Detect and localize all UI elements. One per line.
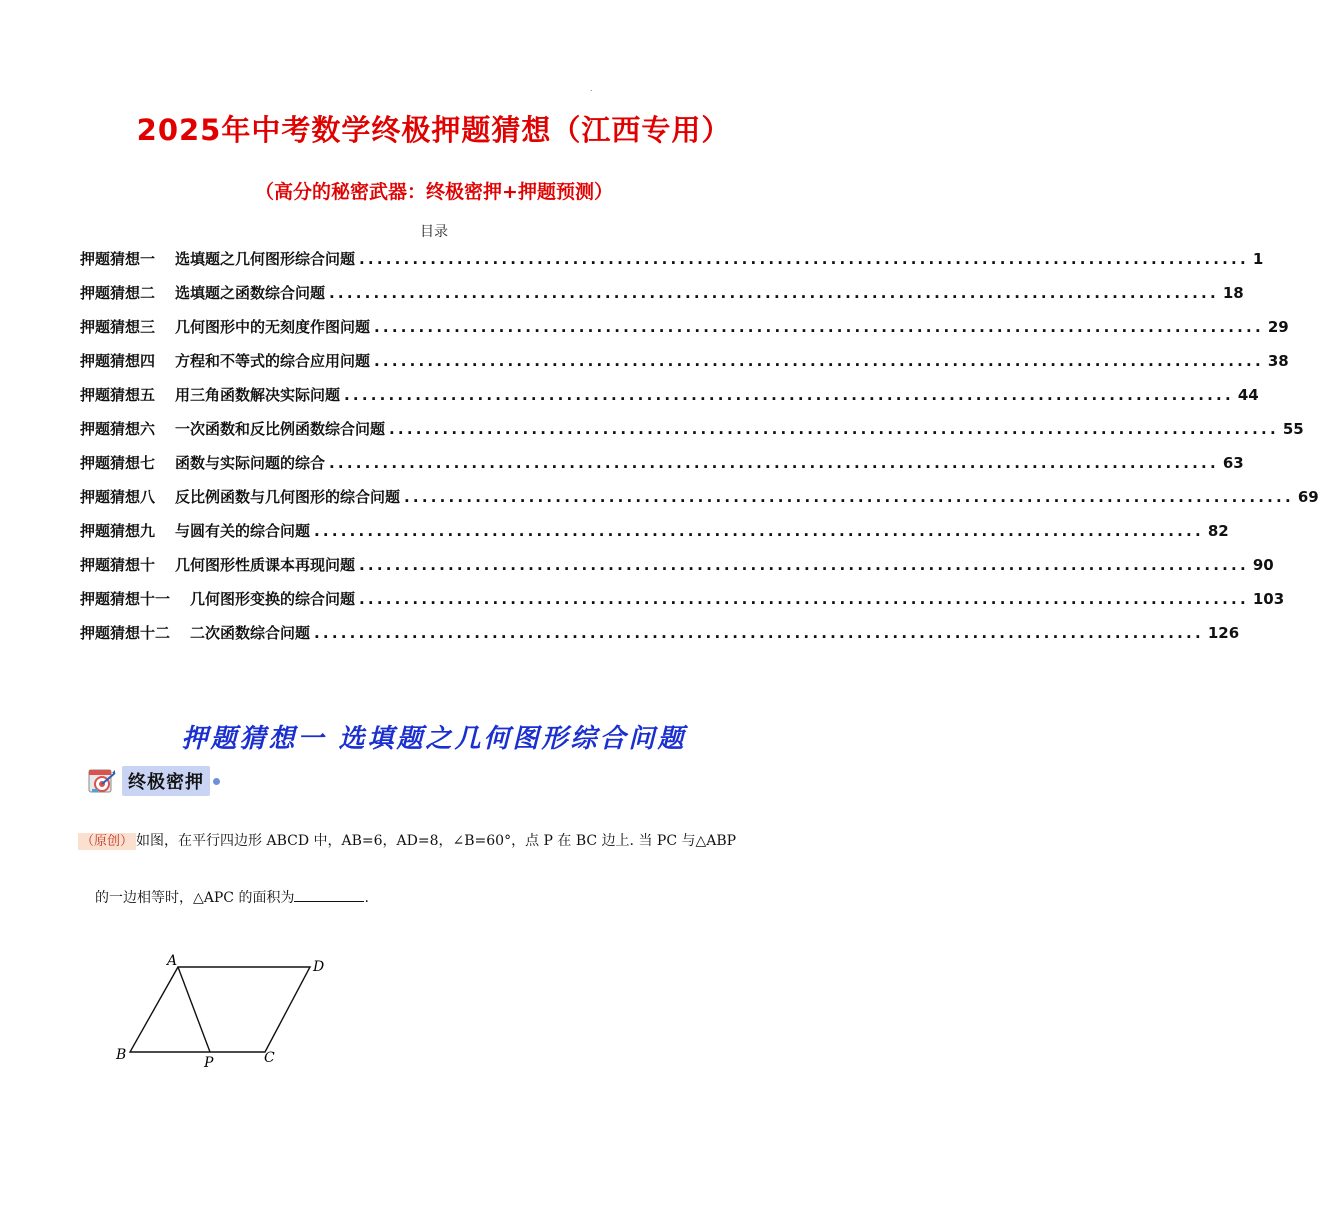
toc-item-title: 与圆有关的综合问题 [175,522,311,540]
toc-item[interactable] [80,316,1289,350]
toc-item-number: 押题猜想一 [80,250,156,268]
toc-item[interactable] [80,622,1240,656]
problem-line-2 [95,887,369,907]
badge-dot [213,778,220,785]
toc-item-page: 82 [1207,522,1229,540]
label-p: P [204,1055,214,1071]
toc-item-number: 押题猜想三 [80,318,156,336]
toc-item[interactable] [80,350,1289,384]
toc-item[interactable] [80,418,1304,452]
toc-leader-dots: .................................................................................................... [404,488,1294,506]
toc-item[interactable] [80,520,1229,554]
badge-label: 终极密押 [122,766,210,796]
toc-item-page: 63 [1222,454,1244,472]
toc-item[interactable] [80,248,1264,282]
toc-leader-dots: .................................................................................................... [359,250,1249,268]
toc-leader-dots: .................................................................................................... [329,284,1219,302]
toc-item-title: 一次函数和反比例函数综合问题 [175,420,386,438]
toc-item[interactable] [80,554,1274,588]
toc-leader-dots: .................................................................................................... [374,352,1264,370]
toc-item-number: 押题猜想二 [80,284,156,302]
toc-item-page: 55 [1282,420,1304,438]
toc-item-number: 押题猜想十 [80,556,156,574]
toc-leader-dots: .................................................................................................... [389,420,1279,438]
toc-item-number: 押题猜想四 [80,352,156,370]
toc-item[interactable] [80,588,1285,622]
problem-line-2-end: . [364,890,369,906]
toc-item-page: 1 [1252,250,1264,268]
toc-item-title: 函数与实际问题的综合 [175,454,326,472]
page-subtitle: （高分的秘密武器：终极密押+押题预测） [255,181,613,203]
toc-item-number: 押题猜想八 [80,488,156,506]
original-tag: （原创） [78,833,136,850]
toc-heading: 目录 [420,224,448,240]
toc-item-number: 押题猜想九 [80,522,156,540]
toc-leader-dots: .................................................................................................... [329,454,1219,472]
parallelogram-abcd [130,967,310,1052]
toc-leader-dots: .................................................................................................... [374,318,1264,336]
toc-item-title: 选填题之几何图形综合问题 [175,250,356,268]
page-title: 2025年中考数学终极押题猜想（江西专用） [136,113,732,147]
table-of-contents [80,248,1319,656]
toc-leader-dots: .................................................................................................... [344,386,1234,404]
problem-line-2-text: 的一边相等时，△APC 的面积为 [95,890,295,906]
toc-item-number: 押题猜想五 [80,386,156,404]
parallelogram-figure [100,945,340,1079]
toc-leader-dots: .................................................................................................... [359,590,1249,608]
toc-item-title: 选填题之函数综合问题 [175,284,326,302]
toc-item-title: 几何图形变换的综合问题 [190,590,356,608]
toc-item-page: 18 [1222,284,1244,302]
toc-item[interactable] [80,486,1319,520]
problem-statement [78,830,798,853]
problem-line-1: 如图，在平行四边形 ABCD 中，AB=6，AD=8，∠B=60°，点 P 在 BC 边上. 当 PC 与△ABP [136,833,737,849]
toc-item[interactable] [80,452,1244,486]
toc-item-number: 押题猜想六 [80,420,156,438]
toc-item-page: 126 [1207,624,1240,642]
toc-leader-dots: .................................................................................................... [314,522,1204,540]
toc-item-number: 押题猜想七 [80,454,156,472]
section-title: 押题猜想一 选填题之几何图形综合问题 [181,724,687,754]
toc-item[interactable] [80,282,1244,316]
toc-item-title: 几何图形中的无刻度作图问题 [175,318,371,336]
answer-blank[interactable] [294,887,364,902]
toc-item-number: 押题猜想十一 [80,590,171,608]
toc-item-title: 几何图形性质课本再现问题 [175,556,356,574]
toc-item-page: 90 [1252,556,1274,574]
segment-ap [178,967,210,1052]
label-a: A [167,953,178,969]
toc-item[interactable] [80,384,1259,418]
top-dot: . [590,84,593,93]
toc-item-title: 用三角函数解决实际问题 [175,386,341,404]
label-c: C [264,1050,275,1066]
toc-item-page: 29 [1267,318,1289,336]
label-d: D [313,959,325,975]
toc-item-title: 方程和不等式的综合应用问题 [175,352,371,370]
toc-item-title: 反比例函数与几何图形的综合问题 [175,488,401,506]
toc-item-number: 押题猜想十二 [80,624,171,642]
toc-item-page: 103 [1252,590,1285,608]
toc-item-page: 69 [1297,488,1319,506]
target-icon [88,767,118,795]
toc-item-page: 38 [1267,352,1289,370]
label-b: B [116,1047,127,1063]
toc-leader-dots: .................................................................................................... [314,624,1204,642]
toc-item-page: 44 [1237,386,1259,404]
toc-item-title: 二次函数综合问题 [190,624,311,642]
section-badge [88,764,220,798]
toc-leader-dots: .................................................................................................... [359,556,1249,574]
